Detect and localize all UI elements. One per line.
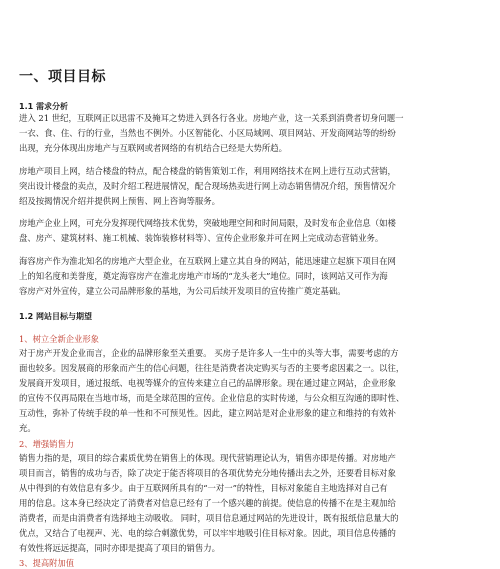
paragraph-enterprise-online: [19, 216, 485, 246]
text-line: 面也较多。因发展商的形象而产生的信心问题，往往是消费者决定购买与否的主要考虑因素之一。以往，: [19, 363, 405, 373]
text-line: 销售力指的是，项目的综合素质优势在销售上的体现。现代营销理论认为，销售亦即是传播。对房地产: [19, 453, 396, 463]
text-line: 消费者，而是由消费者有选择地主动吸收。 同时，项目信息通过网站的先进设计，既有报纸信息量大的: [19, 513, 399, 523]
text-line: 容房产对外宣传，建立公司品牌形象的基地，为公司后续开发项目的宣传推广奠定基础。: [19, 286, 346, 296]
text-line: 有效性将远远提高，同时亦即是提高了项目的销售力。: [19, 543, 220, 553]
text-line: 从中得到的有效信息有多少。由于互联网所具有的“一对一”的特性，目标对象能自主地选择对自己有: [19, 483, 388, 493]
text-line: 的宣传不仅再局限在当地市场，而是全球范围的宣传。企业信息的实时传递，与公众相互沟通的即时性、: [19, 393, 405, 403]
text-line: 对于房产开发企业而言，企业的品牌形象至关重要。 买房子是许多人一生中的头等大事，需要考虑的方: [19, 348, 399, 358]
subheading-sales-power: 2、增强销售力: [19, 439, 75, 449]
text-line: 绍及按揭情况介绍并提供网上预售、网上咨询等服务。: [19, 196, 220, 206]
subheading-added-value: 3、提高附加值: [19, 558, 75, 568]
text-line: 进入 21 世纪，互联网正以迅雷不及掩耳之势进入到各行各业。房地产业，这一关系到消费者切身问题一: [19, 113, 404, 123]
paragraph-internet-trend: [19, 111, 485, 156]
section-heading-needs-analysis: 1.1 需求分析: [19, 102, 68, 111]
text-line: 海容房产作为淮北知名的房地产大型企业，在互联网上建立其自身的网站，能迅速建立起旗下项目在网: [19, 256, 396, 266]
text-line: 互动性，弥补了传统手段的单一性和不可预见性。因此，建立网站是对企业形象的建立和维持的有效补: [19, 408, 396, 418]
text-line: 项目而言，销售的成功与否，除了决定于能否将项目的各项优势充分地传播出去之外，还要看目标对象: [19, 468, 396, 478]
paragraph-brand-image: [19, 346, 485, 436]
text-line: 盘、房产、建筑材料、施工机械、装饰装修材料等）、宣传企业形象并可在网上完成动态营销业务。: [19, 233, 384, 243]
section-heading-goals: 1.2 网站目标与期望: [19, 312, 92, 321]
text-line: 用的信息。这本身已经决定了消费者对信息已经有了一个感兴趣的前提。使信息的传播不在是主观加给: [19, 498, 396, 508]
text-line: 房地产项目上网，结合楼盘的特点，配合楼盘的销售策划工作，利用网络技术在网上进行互动式营销，: [19, 166, 396, 176]
paragraph-sales-power: [19, 451, 485, 556]
text-line: 出现，充分体现出房地产与互联网或者网络的有机结合已经是大势所趋。: [19, 143, 287, 153]
paragraph-project-online: [19, 164, 485, 209]
text-line: 优点，又结合了电视声、光、电的综合刺激优势，可以牢牢地吸引住目标对象。因此，项目信息传播的: [19, 528, 396, 538]
text-line: 房地产企业上网，可充分发挥现代网络技术优势，突破地理空间和时间局限，及时发布企业信息（如楼: [19, 218, 396, 228]
page-title: 一、项目目标: [19, 69, 106, 85]
text-line: 上的知名度和美誉度，奠定海容房产在淮北房地产市场的“龙头老大”地位。同时，该网站又可作为海: [19, 271, 388, 281]
text-line: 突出设计楼盘的卖点，及时介绍工程进展情况，配合现场热卖进行网上动态销售情况介绍，预售情况介: [19, 181, 396, 191]
paragraph-hairong-website: [19, 254, 485, 299]
text-line: 一衣、食、住、行的行业，当然也不例外。小区智能化、小区局域网、项目网站、开发商网站等的纷纷: [19, 128, 396, 138]
text-line: 充。: [19, 423, 36, 433]
subheading-brand-image: 1、树立全新企业形象: [19, 334, 99, 344]
text-line: 发展商开发项目，通过报纸、电视等媒介的宣传来建立自己的品牌形象。现在通过建立网站，企业形象: [19, 378, 396, 388]
